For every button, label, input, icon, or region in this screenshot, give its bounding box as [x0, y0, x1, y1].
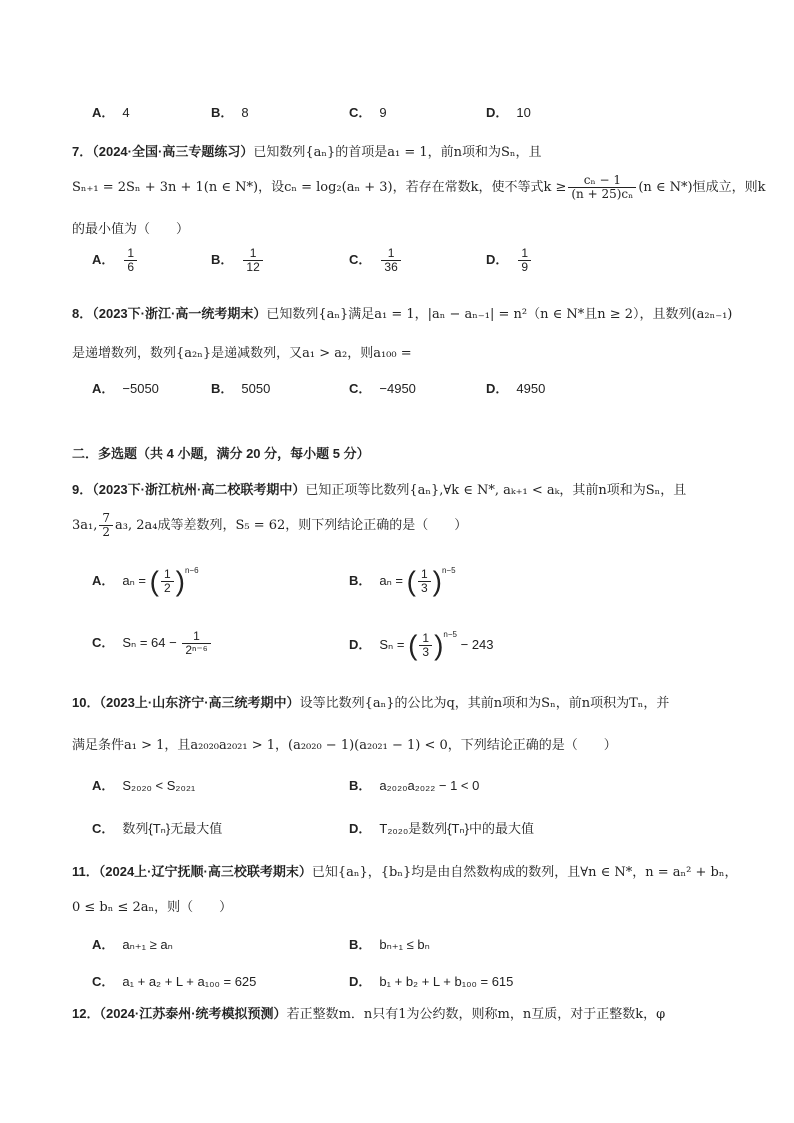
q8-option-b: B． 5050	[211, 381, 271, 396]
q7-option-a: A． $\frac{1}{6}$	[92, 247, 139, 274]
q10-option-b: B． a₂₀₂₀a₂₀₂₂ − 1 < 0	[349, 778, 480, 793]
q9-option-b: B． aₙ = ( $\frac{1}{3}$ )$^{n-5}$	[349, 565, 456, 597]
q10-line2: 满足条件a₁ > 1，且a₂₀₂₀a₂₀₂₁ > 1，(a₂₀₂₀ − 1)(a₂₀₂₁ − 1) < 0，下列结论正确的是（ ）	[72, 738, 617, 753]
q11-line2: 0 ≤ bₙ ≤ 2aₙ，则（ ）	[72, 900, 233, 915]
q7-inequality-fraction: $\frac{\text{cₙ − 1}}{\text{(n + 25)cₙ}}$	[568, 174, 636, 201]
q10-line1: 10．（2023上·山东济宁·高三统考期中）设等比数列{aₙ}的公比为q，其前n项和为Sₙ，前n项积为Tₙ，并	[72, 695, 670, 711]
q9-option-d: D． Sₙ = ( $\frac{1}{3}$ )$^{n-5}$ − 243	[349, 629, 494, 661]
q12-line1: 12．（2024·江苏泰州·统考模拟预测）若正整数m．n只有1为公约数，则称m，n互质，对于正整数k，φ	[72, 1006, 666, 1022]
q6-option-b: B． 8	[211, 105, 249, 120]
q10-option-a: A． S₂₀₂₀ < S₂₀₂₁	[92, 778, 196, 793]
q8-option-a: A． −5050	[92, 381, 159, 396]
q10-option-c: C． 数列{Tₙ}无最大值	[92, 821, 223, 836]
q7-option-d: D． $\frac{1}{9}$	[486, 247, 533, 274]
q7-option-b: B． $\frac{1}{12}$	[211, 247, 265, 274]
q10-option-d: D． T₂₀₂₀是数列{Tₙ}中的最大值	[349, 821, 535, 836]
q9-line1: 9．（2023下·浙江杭州·高二校联考期中）已知正项等比数列{aₙ},∀k ∈ N*, aₖ₊₁ < aₖ，其前n项和为Sₙ，且	[72, 482, 687, 498]
q7-line1: 7．（2024·全国·高三专题练习）已知数列{aₙ}的首项是a₁ = 1，前n项和为Sₙ，且	[72, 144, 542, 160]
section-heading: 二．多选题（共 4 小题，满分 20 分，每小题 5 分）	[72, 446, 370, 461]
q11-option-a: A． aₙ₊₁ ≥ aₙ	[92, 937, 173, 952]
q8-line1: 8．（2023下·浙江·高一统考期末）已知数列{aₙ}满足a₁ = 1，|aₙ − aₙ₋₁| = n²（n ∈ N*且n ≥ 2），且数列(a₂ₙ₋₁)	[72, 306, 733, 322]
q8-option-c: C． −4950	[349, 381, 416, 396]
q11-option-b: B． bₙ₊₁ ≤ bₙ	[349, 937, 430, 952]
q6-option-c: C． 9	[349, 105, 387, 120]
q9-option-c: C． Sₙ = 64 − $\frac{1}{\text{2ⁿ⁻⁶}}$	[92, 630, 213, 657]
q11-option-d: D． b₁ + b₂ + L + b₁₀₀ = 615	[349, 974, 514, 989]
q8-line2: 是递增数列，数列{a₂ₙ}是递减数列，又a₁ > a₂，则a₁₀₀ =	[72, 346, 412, 361]
q6-option-d: D． 10	[486, 105, 531, 120]
q8-option-d: D． 4950	[486, 381, 546, 396]
q11-option-c: C． a₁ + a₂ + L + a₁₀₀ = 625	[92, 974, 257, 989]
q7-line3: 的最小值为（ ）	[72, 222, 190, 237]
q7-option-c: C． $\frac{1}{36}$	[349, 247, 403, 274]
q9-line2: 3a₁, $\frac{7}{2}$ a₃, 2a₄成等差数列，S₅ = 62，则下列结论正确的是（ ）	[72, 511, 468, 540]
q7-line2: Sₙ₊₁ = 2Sₙ + 3n + 1(n ∈ N*)，设cₙ = log₂(aₙ + 3)，若存在常数k，使不等式k ≥ $\frac{\text{cₙ − 1}}{\text{(n + 25)cₙ}}$ (n ∈ N*)恒成立，则k	[72, 173, 766, 202]
q9-option-a: A． aₙ = ( $\frac{1}{2}$ )$^{n-6}$	[92, 565, 199, 597]
q6-option-a: A． 4	[92, 105, 130, 120]
q11-line1: 11．（2024上·辽宁抚顺·高三校联考期末）已知{aₙ}，{bₙ}均是由自然数构成的数列，且∀n ∈ N*，n = aₙ² + bₙ，	[72, 864, 738, 880]
